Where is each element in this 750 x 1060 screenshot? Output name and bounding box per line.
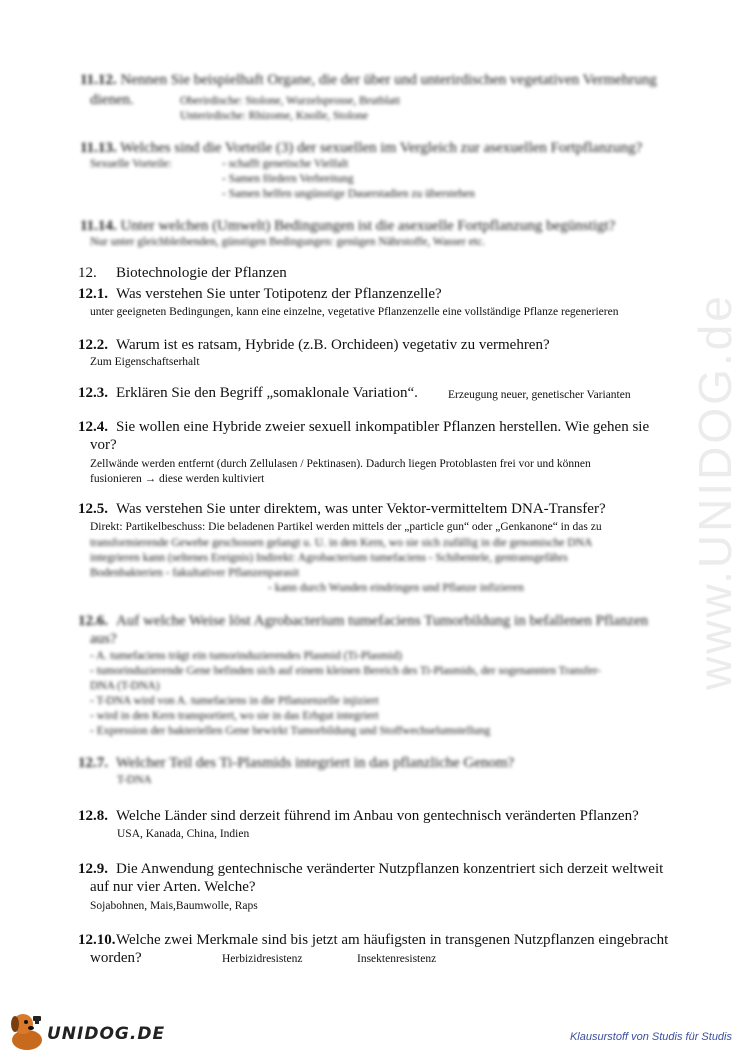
answer-text: Direkt: Partikelbeschuss: Die beladenen Partikel werden mittels der „particle gun“ oder „Genkanone“ in das zu [90,521,602,533]
question-text: Unter welchen (Umwelt) Bedingungen ist die asexuelle Fortpflanzung begünstigt? [120,218,616,234]
question-12-9 [78,861,663,878]
question-12-4 [78,419,649,436]
question-text: Die Anwendung gentechnische veränderter Nutzpflanzen konzentriert sich derzeit weltweit [116,861,664,877]
question-12-8 [78,808,639,825]
question-number: 12.7. [78,755,108,771]
question-text-cont: auf nur vier Arten. Welche? [90,879,256,895]
section-title: Biotechnologie der Pflanzen [116,265,287,281]
question-number: 12.2. [78,337,108,353]
question-number: 12.1. [78,286,108,302]
question-text: Was verstehen Sie unter direktem, was unter Vektor-vermitteltem DNA-Transfer? [116,501,606,517]
question-text-cont: worden? [90,950,142,966]
question-12-1 [78,286,442,303]
answer-text: Zellwände werden entfernt (durch Zellulasen / Pektinasen). Dadurch liegen Protoblasten frei vor und können [90,458,591,470]
question-text-cont: aus? [90,631,117,647]
question-number: 12.4. [78,419,108,435]
section-number: 12. [78,265,97,281]
answer-line: integrieren kann (seltenes Ereignis) Indirekt: Agrobacterium tumefaciens - Schibentele, gentransgefährs [90,552,568,564]
question-number: 11.13. [80,140,117,156]
question-11-12-cont: dienen. [90,92,134,108]
question-text: Was verstehen Sie unter Totipotenz der Pflanzenzelle? [116,286,442,302]
answer-text: Erzeugung neuer, genetischer Varianten [448,389,631,401]
answer-line: - kann durch Wunden eindringen und Pflanze infizieren [268,582,524,594]
answer-line: Bodenbakterien - fakultativer Pflanzenparasit [90,567,300,579]
answer-text-cont: fusionieren → diese werden kultiviert [90,473,265,485]
answer-line: - schafft genetische Vielfalt [222,158,349,170]
footer-tagline: Klausurstoff von Studis für Studis [569,1031,732,1043]
answer-line: - tumorinduzierende Gene befinden sich auf einem kleinen Bereich des Ti-Plasmids, der sogenannten Transfer- [90,665,601,677]
question-text: Nennen Sie beispielhaft Organe, die der über und unterirdischen vegetativen Vermehrung [120,72,657,88]
answer-line: - wird in den Kern transportiert, wo sie in das Erbgut integriert [90,710,379,722]
question-number: 12.5. [78,501,108,517]
question-12-6 [78,613,648,630]
answer-text: Sojabohnen, Mais,Baumwolle, Raps [90,900,258,912]
answer-text: unter geeigneten Bedingungen, kann eine einzelne, vegetative Pflanzenzelle eine vollständige Pflanze regenerieren [90,306,619,318]
question-text: Erklären Sie den Begriff „somaklonale Variation“. [116,385,418,401]
question-text: Welcher Teil des Ti-Plasmids integriert in das pflanzliche Genom? [116,755,515,771]
dog-icon [5,1010,49,1054]
question-text: Warum ist es ratsam, Hybride (z.B. Orchideen) vegetativ zu vermehren? [116,337,550,353]
question-text: Sie wollen eine Hybride zweier sexuell inkompatibler Pflanzen herstellen. Wie gehen sie [116,419,650,435]
logo-text: UNIDOG.DE [47,1024,166,1044]
question-11-14 [80,218,615,235]
question-12-5 [78,501,606,518]
answer-line: - A. tumefaciens trägt ein tumorinduzierendes Plasmid (Ti-Plasmid) [90,650,402,662]
watermark-text: www.UNIDOG.de [689,293,741,690]
answer-line: transformierende Gewebe geschossen gelangt u. U. in den Kern, wo sie sich zufällig in die genomische DNA [90,537,593,549]
question-12-3 [78,385,418,402]
question-text: Auf welche Weise löst Agrobacterium tumefaciens Tumorbildung in befallenen Pflanzen [116,613,649,629]
question-number: 12.9. [78,861,108,877]
answer-text: Insektenresistenz [357,953,437,965]
answer-label: Sexuelle Vorteile: [90,158,172,170]
answer-line: T-DNA [117,774,152,786]
answer-text: USA, Kanada, China, Indien [117,828,250,840]
answer-line: - Expression der bakteriellen Gene bewirkt Tumorbildung und Stoffwechselumstellung [90,725,491,737]
question-11-12 [80,72,657,89]
question-text-cont: vor? [90,437,117,453]
answer-line: DNA (T-DNA) [90,680,160,692]
question-number: 12.6. [78,613,108,629]
question-number: 11.14. [80,218,117,234]
question-12-2 [78,337,550,354]
answer-text: Zum Eigenschaftserhalt [90,356,200,368]
answer-line: - Samen fördern Verbreitung [222,173,354,185]
question-text: Welche zwei Merkmale sind bis jetzt am häufigsten in transgenen Nutzpflanzen eingebracht [116,932,669,948]
question-number: 11.12. [80,72,117,88]
answer-line: Oberirdische: Stolone, Wurzelsprosse, Brutblatt [180,95,401,107]
question-12-10 [78,932,668,949]
answer-line: - Samen helfen ungünstige Dauerstadien zu überstehen [222,188,475,200]
question-number: 12.3. [78,385,108,401]
section-heading [78,265,287,282]
question-number: 12.10. [78,932,116,948]
answer-line: - T-DNA wird von A. tumefaciens in die Pflanzenzelle injiziert [90,695,379,707]
question-text: Welches sind die Vorteile (3) der sexuellen im Vergleich zur asexuellen Fortpflanzung? [120,140,643,156]
answer-line: Nur unter gleichbleibenden, günstigen Bedingungen: genügen Nährstoffe, Wasser etc. [90,236,485,248]
answer-text: Herbizidresistenz [222,953,303,965]
question-12-7 [78,755,514,772]
question-11-13 [80,140,642,157]
answer-line: Unterirdische: Rhizome, Knolle, Stolone [180,110,369,122]
question-number: 12.8. [78,808,108,824]
question-text: Welche Länder sind derzeit führend im Anbau von gentechnisch veränderten Pflanzen? [116,808,639,824]
unidog-logo[interactable] [5,1010,165,1054]
